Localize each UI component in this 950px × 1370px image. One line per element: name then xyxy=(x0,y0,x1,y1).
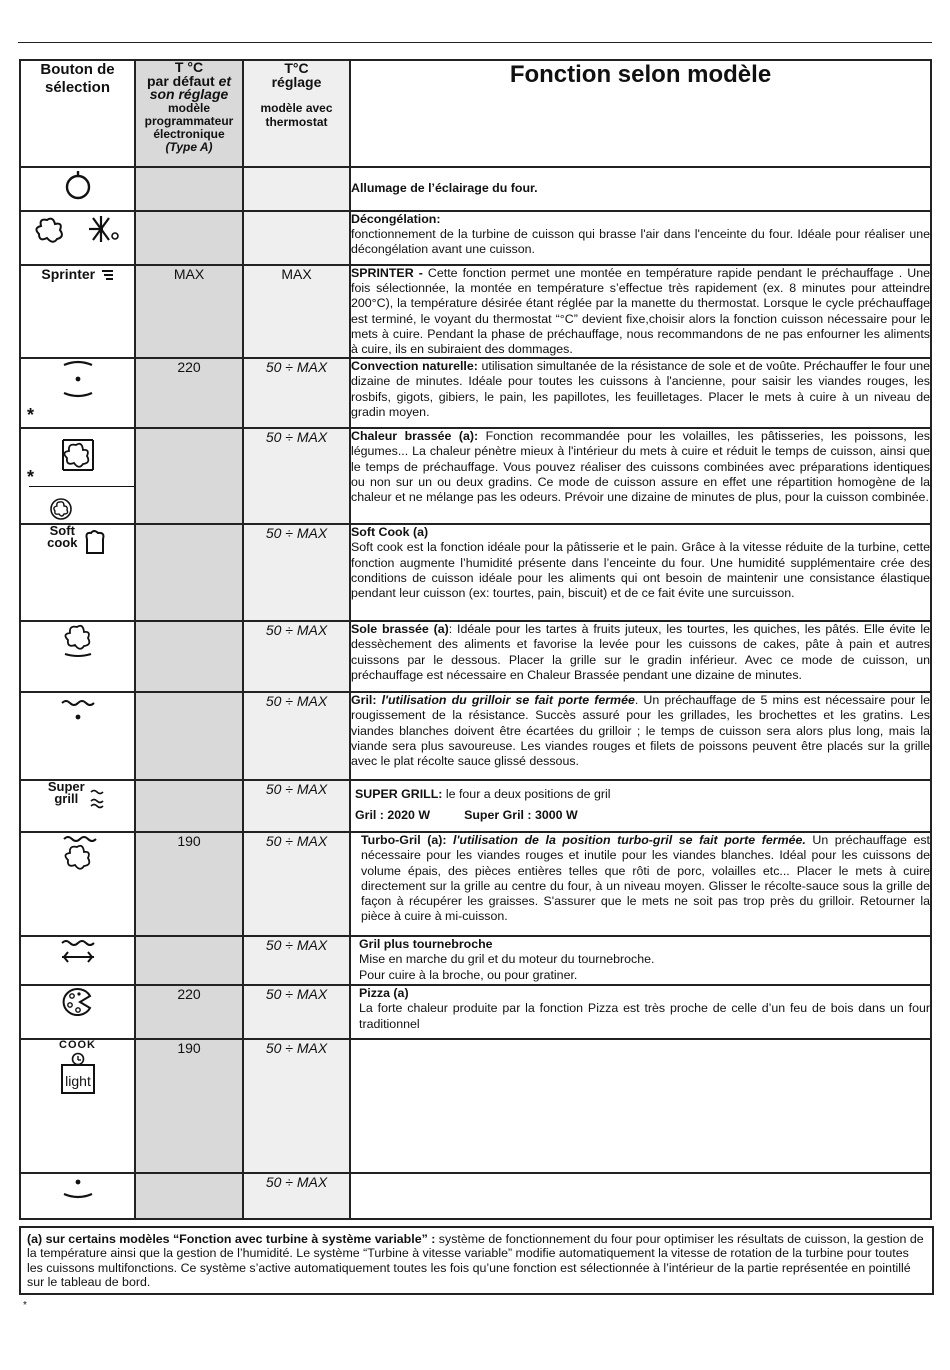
default-temp xyxy=(135,621,243,692)
default-temp xyxy=(135,780,243,832)
thermostat-temp: 50 ÷ MAX xyxy=(243,985,350,1039)
function-description: Soft Cook (a) Soft cook est la fonction idéale pour la pâtisserie et le pain. Grâce à la vitesse réduite de la turbine, cette fonction augmente l’humidité présente dans l’enceinte du four. Une humidité supplémentaire crée des conditions de cuisson idéale pour les aliments qui ont besoin de maintenir une consistance élastique pendant leur cuisson (ex: tourtes, pain, biscuit) et de ce fait évite une surcuisson. xyxy=(350,524,931,621)
function-description: SPRINTER - Cette fonction permet une montée en température rapide pendant le préchauffage . Une fois sélectionnée, la montée en température s’effectue très rapidement (ex. 8 minutes pour atteindre 200°C), la température désirée étant réglée par la manette du thermostat. Lorsque le cycle préchauffage est terminé, le voyant du thermostat “°C” devient fixe,choisir alors la fonction cuisson nécessaire pour le mets à cuire. Pendant la phase de préchauffage, nous recommandons de ne pas enfourner les aliments à cuire, ils en subiraient des dommages. xyxy=(350,265,931,358)
thermostat-temp: 50 ÷ MAX xyxy=(243,524,350,621)
cook-light-icon: COOK light xyxy=(20,1039,135,1173)
function-description: SUPER GRILL: le four a deux positions de gril Gril : 2020 W Super Gril : 3000 W xyxy=(350,780,931,832)
thermostat-temp xyxy=(243,211,350,265)
table-row xyxy=(20,832,931,936)
thermostat-temp: MAX xyxy=(243,265,350,358)
thermostat-temp: 50 ÷ MAX xyxy=(243,692,350,780)
table-row xyxy=(20,780,931,832)
soft-cook-icon: Soft cook xyxy=(20,524,135,621)
table-row xyxy=(20,621,931,692)
default-temp xyxy=(135,428,243,524)
default-temp: 220 xyxy=(135,358,243,428)
turbo-grill-icon xyxy=(20,832,135,936)
header-row xyxy=(20,60,931,167)
function-description: Convection naturelle: utilisation simultanée de la résistance de sole et de voûte. Préchauffer le four une dizaine de minutes. Idéale pour toutes les cuissons à l'ancienne, pour saisir les viandes rouges, les rosbifs, gigots, gibiers, le pain, les papillotes, les feuilletages. Placer le mets à cuire à un niveau de gradin moyen. xyxy=(350,358,931,428)
rotisserie-icon xyxy=(20,936,135,985)
default-temp: 190 xyxy=(135,832,243,936)
thermostat-temp: 50 ÷ MAX xyxy=(243,358,350,428)
sprinter-icon: Sprinter xyxy=(20,265,135,358)
table-row xyxy=(20,358,931,428)
header-selection-button: Bouton de sélection xyxy=(20,60,135,167)
star-marker: * xyxy=(27,405,35,426)
function-description xyxy=(350,1173,931,1219)
table-row xyxy=(20,936,931,985)
top-rule xyxy=(18,42,932,43)
default-temp xyxy=(135,692,243,780)
function-description: Turbo-Gril (a): l'utilisation de la position turbo-gril se fait porte fermée. Un préchauffage est nécessaire pour les viandes rouges et inutile pour les viandes blanches. Idéal pour les cuissons de volume épais, des pièces entières telles que rôti de porc, volailles etc... Placer le mets à cuire directement sur la grille au centre du four, à un niveau moyen. Glisser le récolte-sauce sous la grille de façon à récupérer les graisses. S'assurer que le mets ne soit pas trop près du grilloir. Retourner la pièce à cuire à mi-cuisson. xyxy=(350,832,931,936)
function-description: Pizza (a) La forte chaleur produite par la fonction Pizza est très proche de celle d’un feu de bois dans un four traditionnel xyxy=(350,985,931,1039)
thermostat-temp: 50 ÷ MAX xyxy=(243,832,350,936)
fan-bottom-icon xyxy=(20,621,135,692)
default-temp: 190 xyxy=(135,1039,243,1173)
table-row xyxy=(20,1039,931,1173)
thermostat-temp: 50 ÷ MAX xyxy=(243,780,350,832)
footnote: (a) sur certains modèles “Fonction avec turbine à système variable” : système de fonctionnement du four pour optimiser les résultats de cuisson, la gestion de la température ainsi que la gestion de l’humidité. Le système “Turbine à vitesse variable” modifie automatiquement la vitesse de rotation de la turbine pour toutes les cuissons multifonctions. Ce système s’active automatiquement toutes les fois qu’une fonction est sélectionnée à l’intérieur de la partie représentée en pointillé sur le tableau de bord. xyxy=(19,1226,934,1295)
bottom-star: * xyxy=(23,1300,27,1311)
star-marker: * xyxy=(27,467,35,488)
default-temp xyxy=(135,936,243,985)
header-thermostat-temp: T°C réglage modèle avec thermostat xyxy=(243,60,350,167)
table-row xyxy=(20,1173,931,1219)
table-row xyxy=(20,265,931,358)
function-description: Allumage de l’éclairage du four. xyxy=(350,167,931,211)
default-temp xyxy=(135,167,243,211)
table-row xyxy=(20,985,931,1039)
fan-heat-icon xyxy=(20,428,135,524)
super-grill-icon: Super grill xyxy=(20,780,135,832)
function-description: Gril: l'utilisation du grilloir se fait porte fermée. Un préchauffage de 5 mins est nécessaire pour le rougissement de la résistance. Succès assuré pour les grillades, les brochettes et les gratins. Les viandes blanches doivent être écartées du grilloir ; le temps de cuisson sera alors plus long, mais la viande sera plus savoureuse. Les viandes rouges et filets de poissons peuvent être placés sur la grille avec le plat récolte sauce glissé dessous. xyxy=(350,692,931,780)
bottom-heat-icon xyxy=(20,1173,135,1219)
grill-icon xyxy=(20,692,135,780)
table-row xyxy=(20,167,931,211)
thermostat-temp: 50 ÷ MAX xyxy=(243,1173,350,1219)
default-temp: MAX xyxy=(135,265,243,358)
lamp-icon xyxy=(20,167,135,211)
default-temp: 220 xyxy=(135,985,243,1039)
defrost-icon xyxy=(20,211,135,265)
conventional-icon xyxy=(20,358,135,428)
thermostat-temp xyxy=(243,167,350,211)
thermostat-temp: 50 ÷ MAX xyxy=(243,936,350,985)
table-row xyxy=(20,524,931,621)
function-description: Sole brassée (a): Idéale pour les tartes à fruits juteux, les tourtes, les quiches, les pâtés. Elle évite le dessèchement des aliments et favorise la levée pour les cuissons de cakes, pâte à pain et autres cuissons par le dessous. Placer la grille sur le gradin inférieur. Avec ce mode de cuisson, un préchauffage est nécessaire en Chaleur Brassée pendant une dizaine de minutes. xyxy=(350,621,931,692)
function-description xyxy=(350,1039,931,1173)
default-temp xyxy=(135,1173,243,1219)
thermostat-temp: 50 ÷ MAX xyxy=(243,621,350,692)
pizza-icon xyxy=(20,985,135,1039)
header-default-temp: T °C par défaut et son réglage modèle programmateur électronique (Type A) xyxy=(135,60,243,167)
function-description: Chaleur brassée (a): Fonction recommandée pour les volailles, les pâtisseries, les poissons, les légumes... La chaleur pénètre mieux à l'intérieur du mets à cuire et réduit le temps de cuisson, ainsi que le temps de préchauffage. Vous pouvez réaliser des cuissons combinées avec préparations identiques ou non sur un ou deux gradins. Ce mode de cuisson assure en effet une répartition homogène de la chaleur et ne mélange pas les odeurs. Prévoir une dizaine de minutes de plus, pour la cuisson combinée. xyxy=(350,428,931,524)
oven-functions-table xyxy=(19,59,932,1220)
function-description: Décongélation: fonctionnement de la turbine de cuisson qui brasse l'air dans l'enceinte du four. Idéale pour réaliser une décongélation avant une cuisson. xyxy=(350,211,931,265)
default-temp xyxy=(135,211,243,265)
table-row xyxy=(20,211,931,265)
function-description: Gril plus tournebroche Mise en marche du gril et du moteur du tournebroche. Pour cuire à la broche, ou pour gratiner. xyxy=(350,936,931,985)
table-row xyxy=(20,692,931,780)
default-temp xyxy=(135,524,243,621)
header-function: Fonction selon modèle xyxy=(350,60,931,167)
svg-text:light: light xyxy=(64,1073,91,1090)
table-row xyxy=(20,428,931,524)
thermostat-temp: 50 ÷ MAX xyxy=(243,428,350,524)
thermostat-temp: 50 ÷ MAX xyxy=(243,1039,350,1173)
